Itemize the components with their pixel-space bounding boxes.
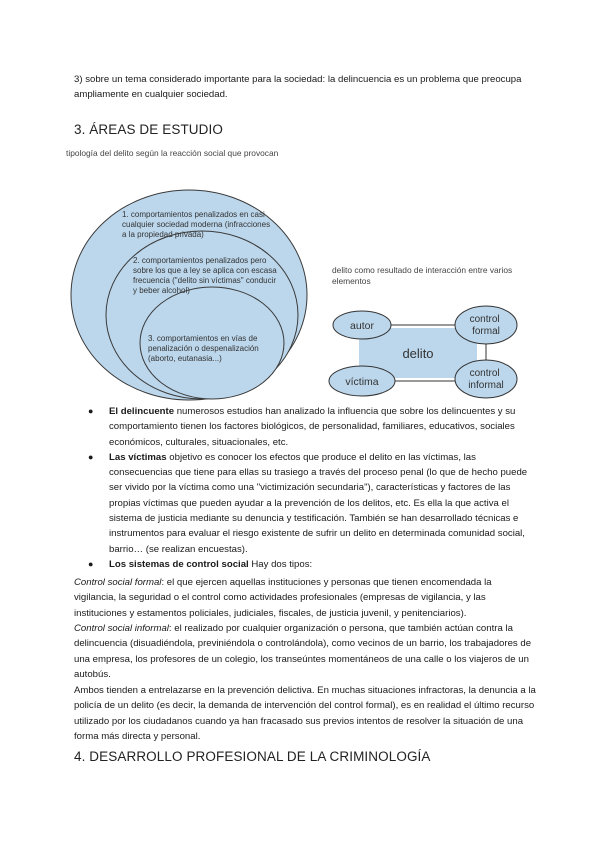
diagram-left-caption: tipología del delito según la reacción social que provocan — [66, 148, 279, 158]
bullet-delincuente-label: El delincuente — [109, 406, 175, 417]
node-control-informal — [455, 360, 517, 398]
section-title-desarrollo: 4. DESARROLLO PROFESIONAL DE LA CRIMINOLOGÍA — [74, 749, 431, 764]
control-formal-label: Control social formal — [74, 577, 162, 588]
center-delito-label: delito — [402, 346, 434, 361]
bullet-victimas-text: objetivo es conocer los efectos que produce el delito en las víctimas, las consecuencias que tiene para ellas su trasiego a través del proceso penal (lo que de hecho puede ser vivido por la víctima como una "victimización secundaria"), características y factores de las propias víctimas que pueden ayudar a la prevención de los delitos, etc. Es ella la que activa el sistema de justicia mediante su denuncia y testificación. También se han desarrollado técnicas e instrumentos para evaluar el riesgo existente de sufrir un delito en determinada comunidad social, barrio… (se realizan encuestas). — [109, 451, 528, 555]
node-victima-label: víctima — [345, 376, 379, 388]
circle-1-text: 1. comportamientos penalizados en casi cualquier sociedad moderna (infracciones a la propiedad privada) — [122, 210, 271, 239]
bullet-victimas — [88, 450, 538, 557]
circle-2-text: 2. comportamientos penalizados pero sobre los que a ley se aplica con escasa frecuencia ("delito sin víctimas" conducir y beber alcohol) — [133, 256, 277, 295]
node-control-informal-label: control informal — [468, 368, 504, 391]
circle-3-text: 3. comportamientos en vías de penalización o despenalización (aborto, eutanasia...) — [148, 334, 259, 363]
control-informal-label: Control social informal — [74, 623, 169, 634]
study-areas-diagram — [66, 145, 536, 405]
control-formal-text: : el que ejercen aquellas instituciones y personas que tienen encomendada la vigilancia, la seguridad o el control como actividades profesionales (empresas de vigilancia, y las instituciones y estamentos policiales, judiciales, fiscales, de justicia juvenil, y penitenciarios). — [74, 577, 492, 619]
bullet-dot-icon: ● — [88, 406, 94, 416]
diagram-right-caption: delito como resultado de interacción entre varios elementos — [332, 265, 513, 286]
node-control-formal-label: control formal — [469, 314, 500, 337]
ambos-paragraph: Ambos tienden a entrelazarse en la prevención delictiva. En muchas situaciones infractoras, la denuncia a la policía de un delito (es decir, la demanda de intervención del control formal), es en realidad el último recurso utilizado por los ciudadanos cuando ya han fracasado sus previos intentos de resolver la situación de una forma más directa y personal. — [74, 685, 536, 742]
bullet-control-social — [88, 557, 538, 572]
section-title-areas: 3. ÁREAS DE ESTUDIO — [74, 122, 223, 137]
inner-circle — [140, 287, 284, 399]
node-autor-label: autor — [350, 320, 374, 332]
intro-paragraph: 3) sobre un tema considerado importante para la sociedad: la delincuencia es un problema que preocupa ampliamente en cualquier sociedad. — [74, 74, 522, 101]
bullet-dot-icon: ● — [88, 558, 94, 569]
bullet-delincuente-text: numerosos estudios han analizado la influencia que sobre los delincuentes y su comportamiento tienen los factores biológicos, de personalidad, familiares, educativos, sociales económicos, culturales, situacionales, etc. — [109, 406, 516, 448]
bullet-control-social-label: Los sistemas de control social — [109, 558, 249, 570]
bullet-control-social-text: Hay dos tipos: — [248, 558, 313, 570]
bullet-victimas-label: Las víctimas — [109, 451, 167, 463]
node-control-formal — [455, 306, 517, 344]
bullet-dot-icon: ● — [88, 451, 94, 462]
bullet-delincuente — [88, 404, 538, 450]
bullet-list — [88, 404, 538, 572]
control-informal-paragraph — [74, 621, 536, 682]
control-informal-text: : el realizado por cualquier organización o persona, que también actúan contra la delincuencia (disuadiéndola, previniéndola o controlándola), como vecinos de un barrio, los trabajadores de una empresa, los profesores de un colegio, los transeúntes momentáneos de una calle o los viajeros de un autobús. — [74, 623, 532, 680]
diagram-svg — [66, 145, 536, 405]
control-formal-paragraph — [74, 575, 536, 621]
